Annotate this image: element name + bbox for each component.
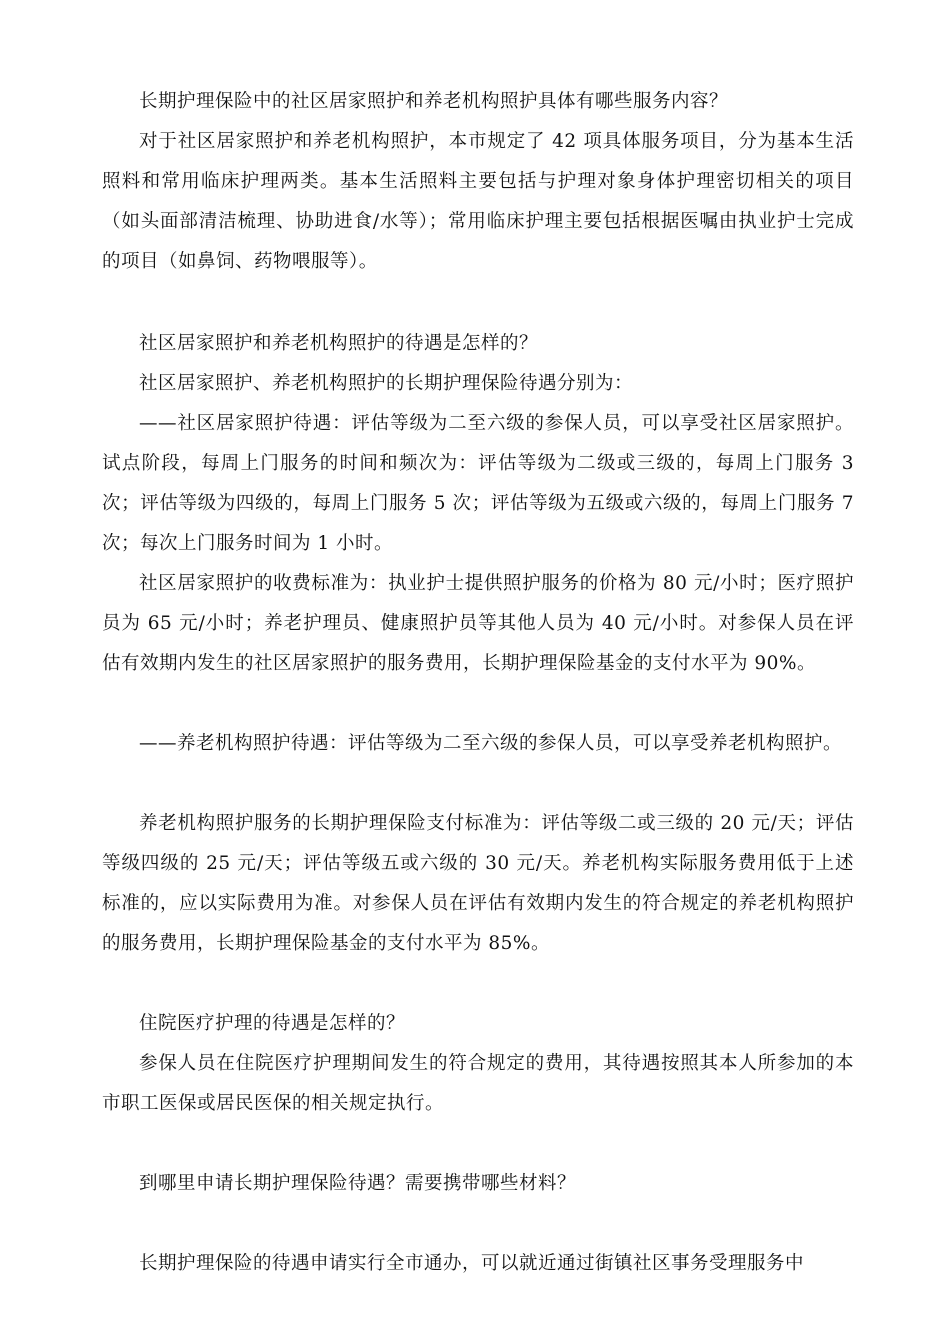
paragraph-service-items: 对于社区居家照护和养老机构照护，本市规定了 42 项具体服务项目，分为基本生活照料和常用临床护理两类。基本生活照料主要包括与护理对象身体护理密切相关的项目（如头面部清洁梳理、协助进食/水等）；常用临床护理主要包括根据医嘱由执业护士完成的项目（如鼻饲、药物喂服等）。 (102, 131, 854, 272)
paragraph-institution-payment-standard: 养老机构照护服务的长期护理保险支付标准为：评估等级二或三级的 20 元/天；评估等级四级的 25 元/天；评估等级五或六级的 30 元/天。养老机构实际服务费用低于上述标准的，应以实际费用为准。对参保人员在评估有效期内发生的符合规定的养老机构照护的服务费用，长期护理保险基金的支付水平为 85%。 (102, 813, 854, 954)
paragraph-hospital-care: 参保人员在住院医疗护理期间发生的符合规定的费用，其待遇按照其本人所参加的本市职工医保或居民医保的相关规定执行。 (102, 1053, 854, 1114)
paragraph-community-home-care: ——社区居家照护待遇：评估等级为二至六级的参保人员，可以享受社区居家照护。试点阶段，每周上门服务的时间和频次为：评估等级为二级或三级的，每周上门服务 3 次；评估等级为四级的，每周上门服务 5 次；评估等级为五级或六级的，每周上门服务 7 次；每次上门服务时间为 1 小时。 (102, 413, 854, 554)
question-heading-service-content: 长期护理保险中的社区居家照护和养老机构照护具体有哪些服务内容？ (139, 91, 729, 112)
paragraph-community-fee-standard: 社区居家照护的收费标准为：执业护士提供照护服务的价格为 80 元/小时；医疗照护员为 65 元/小时；养老护理员、健康照护员等其他人员为 40 元/小时。对参保人员在评估有效期内发生的社区居家照护的服务费用，长期护理保险基金的支付水平为 90%。 (102, 573, 854, 674)
paragraph-application: 长期护理保险的待遇申请实行全市通办，可以就近通过街镇社区事务受理服务中 (139, 1253, 805, 1274)
question-heading-application: 到哪里申请长期护理保险待遇？需要携带哪些材料？ (139, 1173, 577, 1194)
paragraph-elderly-institution-care: ——养老机构照护待遇：评估等级为二至六级的参保人员，可以享受养老机构照护。 (139, 733, 843, 754)
paragraph-benefits-intro: 社区居家照护、养老机构照护的长期护理保险待遇分别为： (139, 373, 634, 394)
question-heading-hospital-care: 住院医疗护理的待遇是怎样的？ (139, 1013, 406, 1034)
question-heading-benefits: 社区居家照护和养老机构照护的待遇是怎样的？ (139, 333, 539, 354)
